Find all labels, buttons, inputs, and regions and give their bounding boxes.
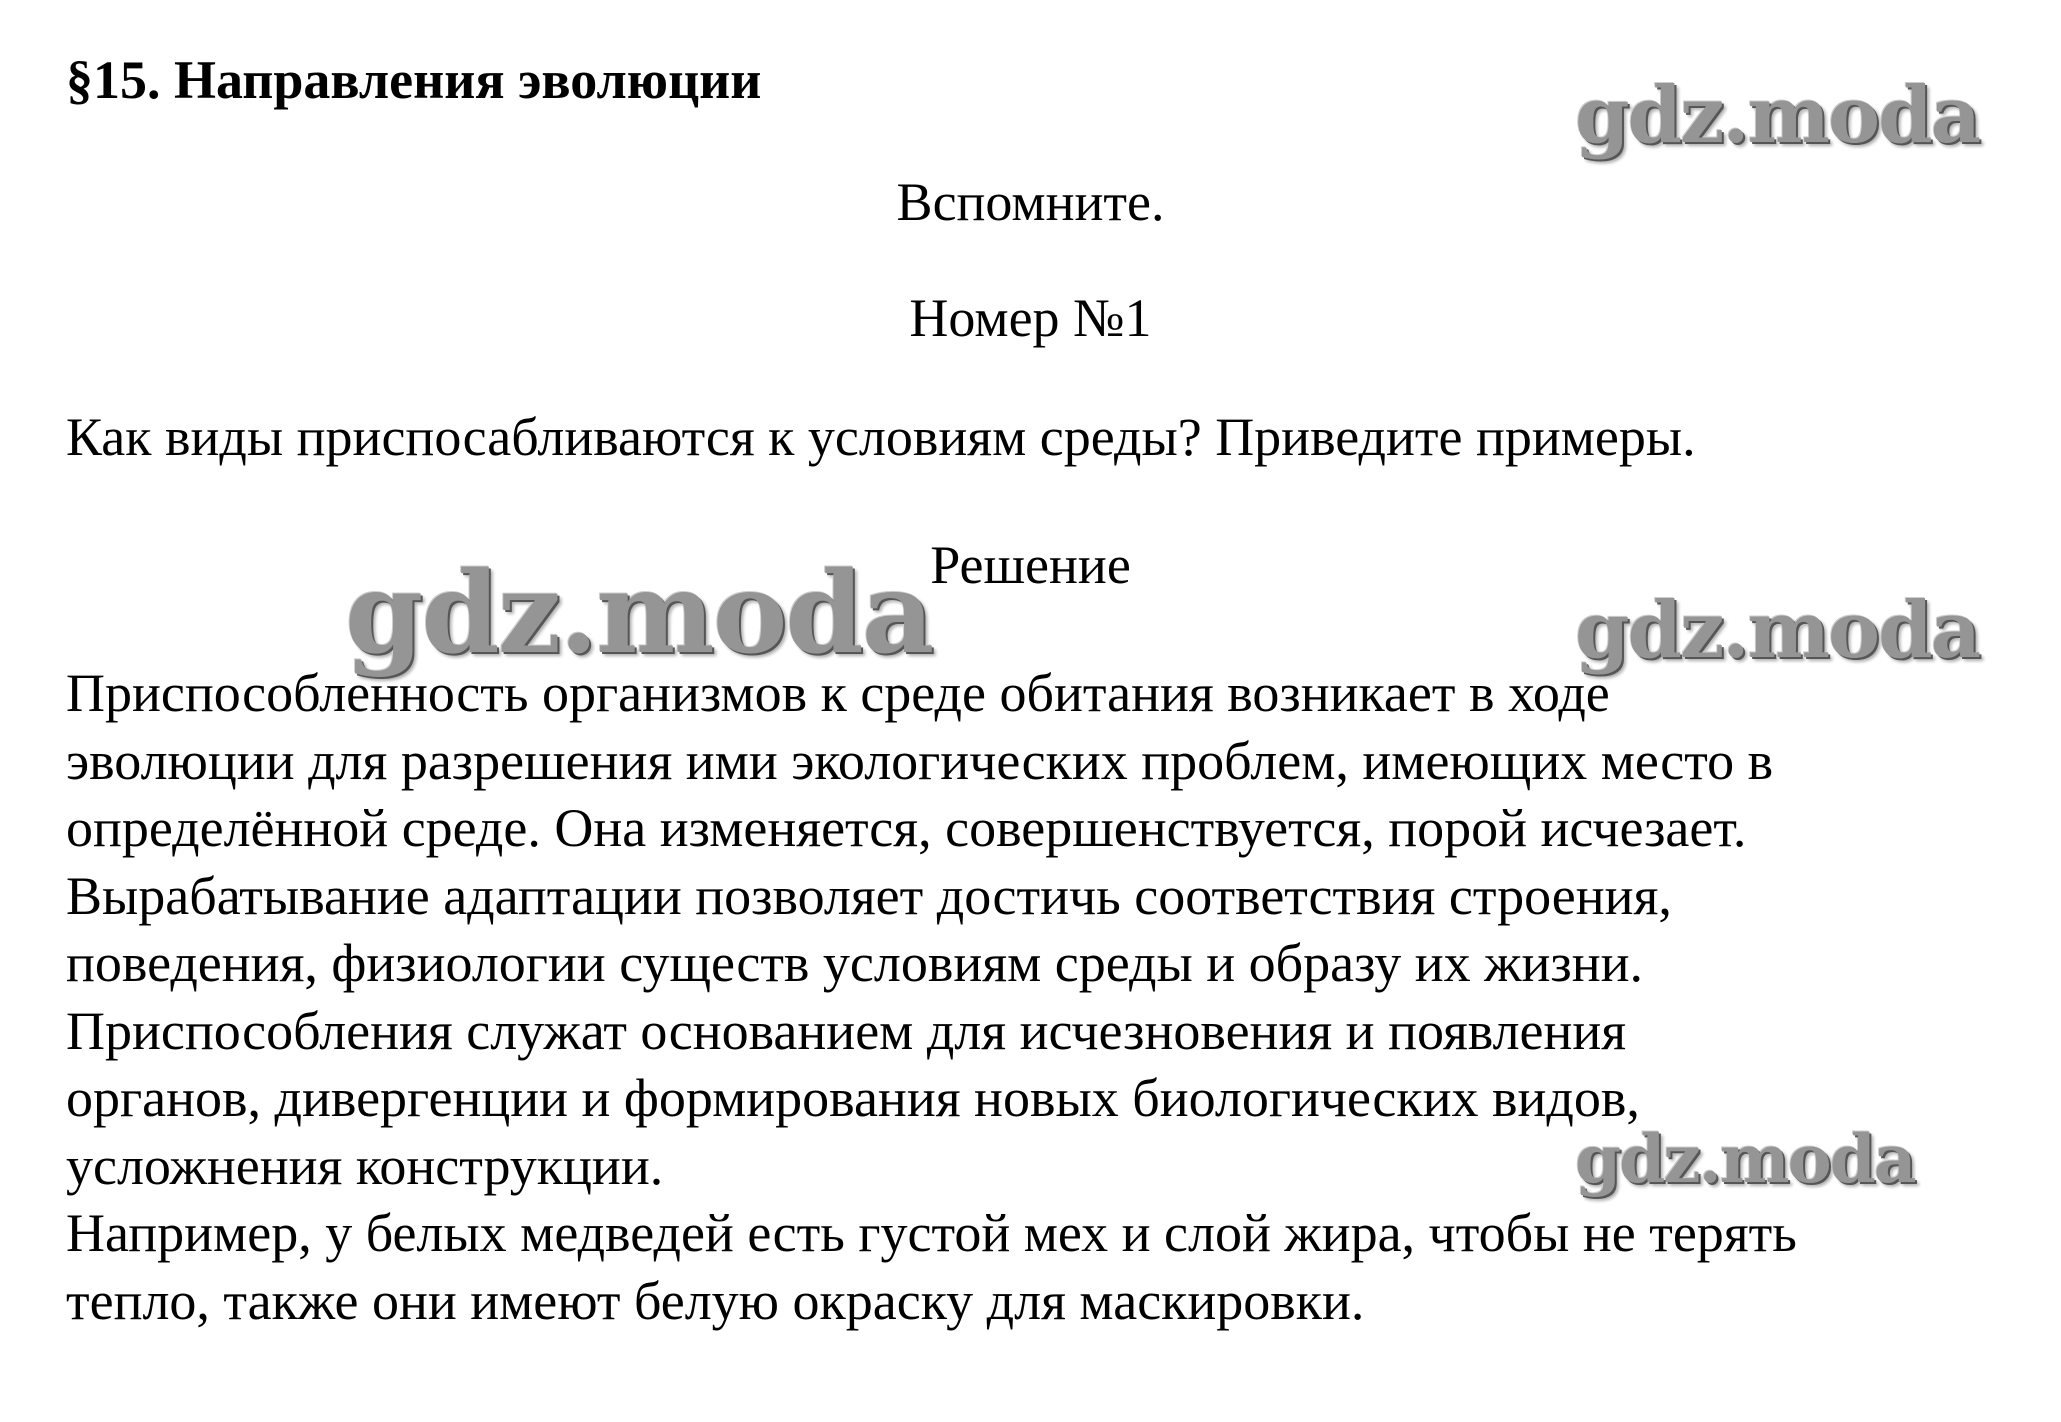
answer-line: определённой среде. Она изменяется, совершенствуется, порой исчезает.: [66, 798, 1747, 858]
watermark-logo: gdz.moda: [345, 548, 933, 679]
answer-line: Вырабатывание адаптации позволяет достичь соответствия строения,: [66, 865, 1672, 926]
section-heading: §15. Направления эволюции: [66, 50, 762, 110]
solution-label: Решение: [930, 535, 1131, 595]
answer-line: поведения, физиологии существ условиям среды и образу их жизни.: [66, 933, 1643, 993]
exercise-number: Номер №1: [909, 288, 1152, 348]
answer-line: Приспособленность организмов к среде обитания возникает в ходе: [66, 663, 1610, 723]
answer-line: эволюции для разрешения ими экологических проблем, имеющих место в: [66, 730, 1774, 791]
answer-line: Приспособления служат основанием для исчезновения и появления: [66, 1000, 1627, 1061]
watermark-logo: gdz.moda: [1575, 1120, 1915, 1198]
answer-line: органов, дивергенции и формирования новых биологических видов,: [66, 1068, 1640, 1128]
watermark-logo: gdz.moda: [1575, 70, 1980, 161]
answer-text: [66, 660, 2026, 1335]
answer-line: Например, у белых медведей есть густой мех и слой жира, чтобы не терять: [66, 1203, 1797, 1263]
question-text: Как виды приспосабливаются к условиям среды? Приведите примеры.: [66, 407, 1696, 467]
remember-label: Вспомните.: [896, 172, 1165, 232]
answer-line: тепло, также они имеют белую окраску для маскировки.: [66, 1270, 1365, 1331]
watermark-logo: gdz.moda: [1575, 585, 1980, 676]
answer-line: усложнения конструкции.: [66, 1135, 664, 1196]
